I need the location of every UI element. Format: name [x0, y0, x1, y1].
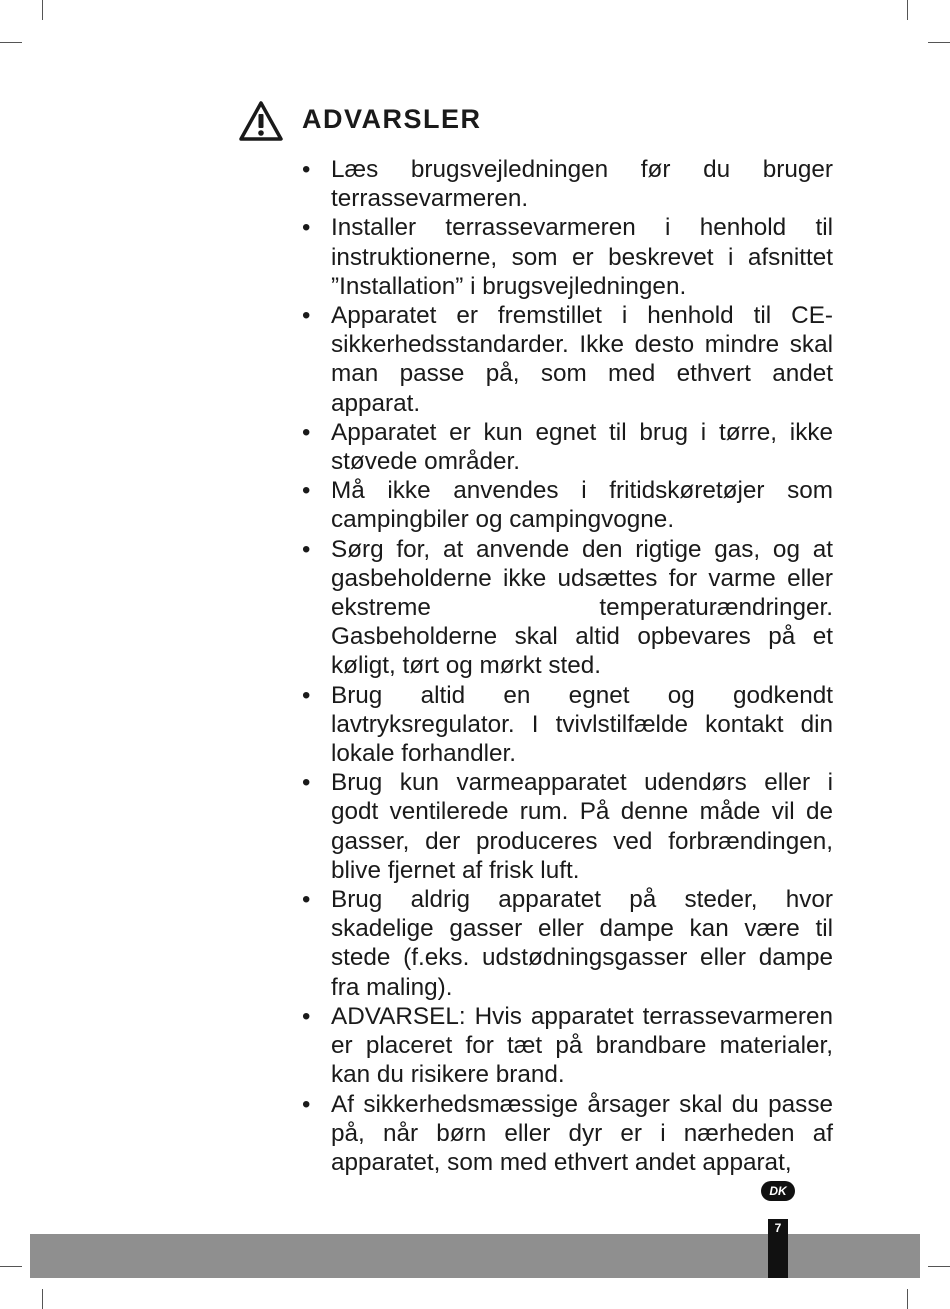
page-title: ADVARSLER [302, 104, 482, 134]
crop-mark [0, 42, 22, 43]
list-item: • Må ikke anvendes i fritidskøretøjer som campingbiler og campingvogne. [302, 476, 833, 534]
crop-mark [42, 0, 43, 20]
warning-triangle-icon [238, 100, 284, 142]
list-item: • Installer terrassevarmeren i henhold til instruktionerne, som er beskrevet i afsnittet ”Installation” i brugsvejledningen. [302, 213, 833, 301]
list-item: • Læs brugsvejledningen før du bruger terrassevarmeren. [302, 155, 833, 213]
list-item: • Brug altid en egnet og godkendt lavtryksregulator. I tvivlstilfælde kontakt din lokale forhandler. [302, 681, 833, 769]
crop-mark [0, 1266, 22, 1267]
list-item: • Af sikkerhedsmæssige årsager skal du passe på, når børn eller dyr er i nærheden af apparatet, som med ethvert andet apparat, [302, 1090, 833, 1178]
list-item: • ADVARSEL: Hvis apparatet terrassevarmeren er placeret for tæt på brandbare materialer, kan du risikere brand. [302, 1002, 833, 1090]
list-item: • Sørg for, at anvende den rigtige gas, og at gasbeholderne ikke udsættes for varme eller ekstreme temperaturændringer. Gasbeholderne skal altid opbevares på et køligt, tørt og mørkt sted. [302, 535, 833, 681]
page-number: 7 [774, 1221, 782, 1235]
crop-mark [907, 1289, 908, 1309]
list-item: • Apparatet er kun egnet til brug i tørre, ikke støvede områder. [302, 418, 833, 476]
list-item: • Apparatet er fremstillet i henhold til CE-sikkerhedsstandarder. Ikke desto mindre skal man passe på, som med ethvert andet apparat. [302, 301, 833, 418]
list-item: • Brug aldrig apparatet på steder, hvor skadelige gasser eller dampe kan være til stede (f.eks. udstødningsgasser eller dampe fra maling). [302, 885, 833, 1002]
crop-mark [928, 1266, 950, 1267]
crop-mark [42, 1289, 43, 1309]
list-item: • Brug kun varmeapparatet udendørs eller i godt ventilerede rum. På denne måde vil de gasser, der produceres ved forbrændingen, blive fjernet af frisk luft. [302, 768, 833, 885]
section-header [238, 100, 838, 144]
warning-list [302, 155, 833, 1177]
crop-mark [907, 0, 908, 20]
language-badge: DK [761, 1181, 795, 1201]
crop-mark [928, 42, 950, 43]
